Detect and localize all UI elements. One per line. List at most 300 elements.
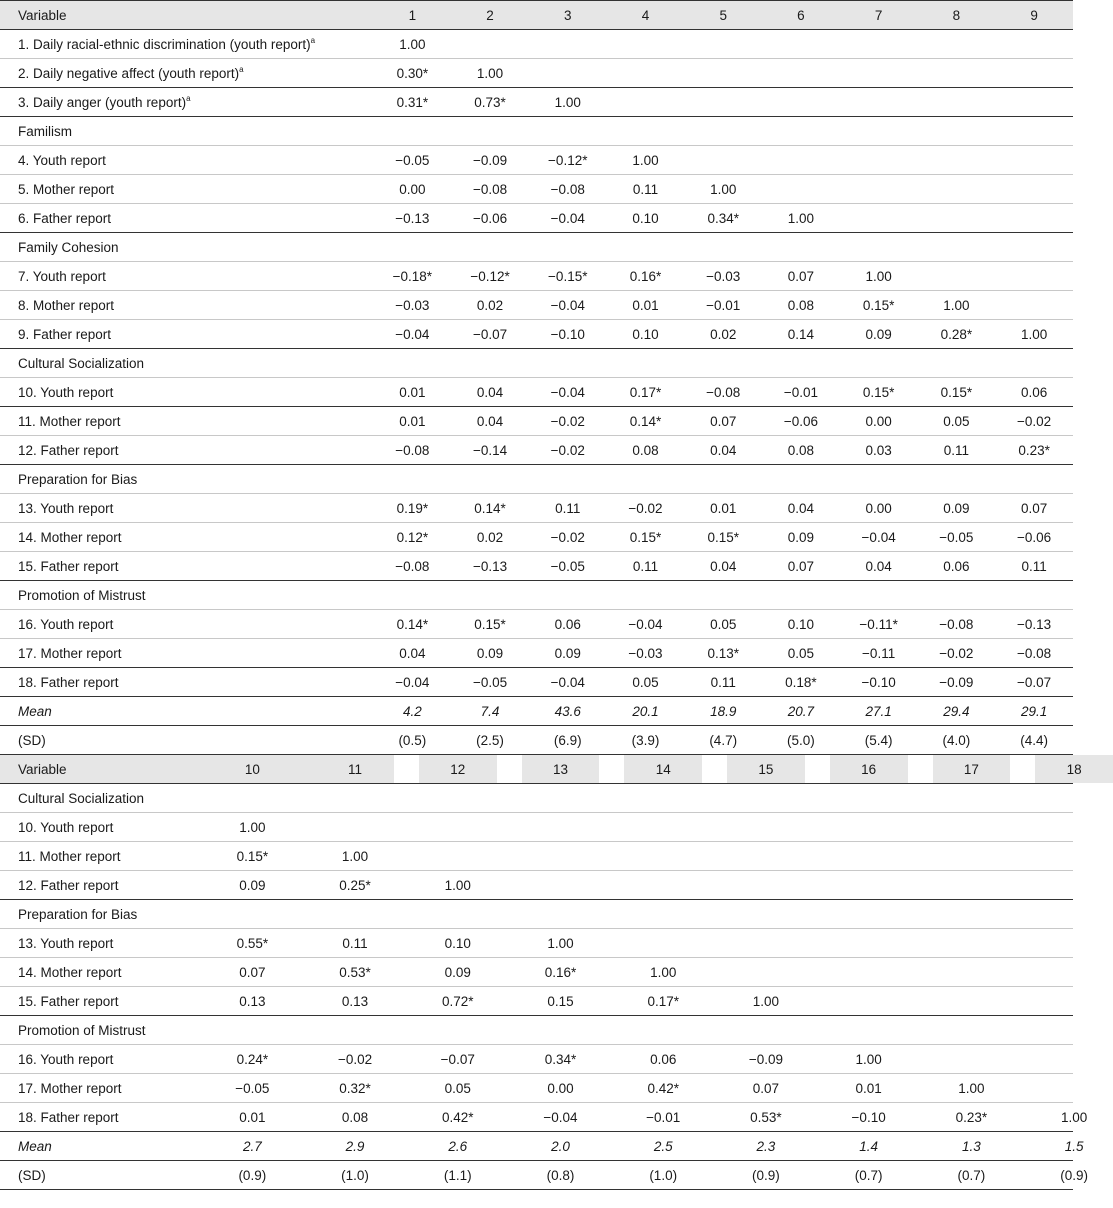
cell-value: 0.15*	[840, 378, 918, 407]
section-label	[0, 581, 1073, 610]
header-col-4: 4	[607, 1, 685, 30]
header-col-16: 16	[830, 755, 908, 784]
cell-value: 0.55*	[213, 929, 291, 958]
cell-value	[762, 59, 840, 88]
cell-value	[727, 842, 805, 871]
row-label-text: 7. Youth report	[18, 268, 106, 284]
cell-value: 0.15*	[840, 291, 918, 320]
row-label-text: 14. Mother report	[18, 964, 122, 980]
cell-value: −0.04	[607, 610, 685, 639]
cell-value	[624, 842, 702, 871]
row-label	[0, 30, 373, 59]
cell-value: −0.04	[840, 523, 918, 552]
cell-value: (5.0)	[762, 726, 840, 755]
cell-value: −0.08	[529, 175, 607, 204]
cell-value	[830, 958, 908, 987]
cell-value: 0.23*	[995, 436, 1073, 465]
table-row	[0, 668, 1073, 697]
row-label-text: 12. Father report	[18, 442, 119, 458]
cell-value	[316, 813, 394, 842]
cell-value: 0.07	[995, 494, 1073, 523]
row-label	[0, 59, 373, 88]
cell-value: 18.9	[684, 697, 762, 726]
section-label	[0, 233, 1073, 262]
section-row	[0, 117, 1073, 146]
cell-value: 1.00	[451, 59, 529, 88]
cell-value: (1.0)	[624, 1161, 702, 1190]
cell-value	[830, 813, 908, 842]
cell-value	[607, 88, 685, 117]
cell-value	[995, 146, 1073, 175]
row-label-text: 16. Youth report	[18, 616, 114, 632]
cell-value: −0.13	[373, 204, 451, 233]
row-label-text: Mean	[18, 1138, 52, 1154]
cell-value: 0.02	[451, 523, 529, 552]
cell-value	[1035, 1045, 1113, 1074]
header-col-13: 13	[522, 755, 600, 784]
cell-value	[522, 871, 600, 900]
cell-value	[1035, 958, 1113, 987]
cell-value: −0.01	[762, 378, 840, 407]
cell-value: (6.9)	[529, 726, 607, 755]
cell-value: 0.25*	[316, 871, 394, 900]
table-row	[0, 204, 1073, 233]
header-col-12: 12	[419, 755, 497, 784]
cell-value	[624, 929, 702, 958]
cell-value: 1.00	[933, 1074, 1011, 1103]
cell-value	[995, 262, 1073, 291]
cell-value	[1035, 1074, 1113, 1103]
cell-value: 20.7	[762, 697, 840, 726]
table-row	[0, 407, 1073, 436]
cell-value: 0.00	[522, 1074, 600, 1103]
table-row	[0, 175, 1073, 204]
cell-value	[684, 59, 762, 88]
cell-value: (2.5)	[451, 726, 529, 755]
cell-value: 0.11	[529, 494, 607, 523]
row-label-text: 18. Father report	[18, 1109, 119, 1125]
row-label-text: Preparation for Bias	[18, 471, 138, 487]
row-label-text: 15. Father report	[18, 558, 119, 574]
cell-value: 0.04	[451, 378, 529, 407]
cell-value: −0.06	[451, 204, 529, 233]
row-label-text: 2. Daily negative affect (youth report)	[18, 65, 240, 81]
cell-value: 0.10	[607, 320, 685, 349]
cell-value: 0.30*	[373, 59, 451, 88]
cell-value: 0.53*	[316, 958, 394, 987]
cell-value: 0.16*	[607, 262, 685, 291]
section-row	[0, 465, 1073, 494]
header-col-18: 18	[1035, 755, 1113, 784]
cell-value: −0.11	[840, 639, 918, 668]
table-row	[0, 842, 1073, 871]
footnote-marker: a	[186, 93, 191, 103]
sd-row	[0, 726, 1073, 755]
cell-value: 0.04	[373, 639, 451, 668]
header-variable: Variable	[0, 1, 373, 30]
cell-value: 0.01	[607, 291, 685, 320]
cell-value: 0.04	[762, 494, 840, 523]
cell-value: 0.24*	[213, 1045, 291, 1074]
cell-value: 29.4	[918, 697, 996, 726]
cell-value: 0.34*	[684, 204, 762, 233]
cell-value: 0.42*	[624, 1074, 702, 1103]
cell-value: 0.06	[624, 1045, 702, 1074]
row-label-text: 4. Youth report	[18, 152, 106, 168]
cell-value: 0.05	[607, 668, 685, 697]
cell-value: 0.32*	[316, 1074, 394, 1103]
row-label-text: 11. Mother report	[18, 848, 121, 864]
row-label	[0, 175, 373, 204]
cell-value: 0.09	[451, 639, 529, 668]
cell-value: 2.9	[316, 1132, 394, 1161]
row-label-text: 15. Father report	[18, 993, 119, 1009]
cell-value: 0.72*	[419, 987, 497, 1016]
cell-value: (0.9)	[1035, 1161, 1113, 1190]
header-col-8: 8	[918, 1, 996, 30]
cell-value: 0.07	[762, 262, 840, 291]
cell-value	[995, 175, 1073, 204]
cell-value	[607, 30, 685, 59]
cell-value: 0.42*	[419, 1103, 497, 1132]
cell-value: 2.6	[419, 1132, 497, 1161]
table-row	[0, 378, 1073, 407]
cell-value	[419, 842, 497, 871]
cell-value	[995, 291, 1073, 320]
cell-value	[762, 146, 840, 175]
cell-value: −0.05	[213, 1074, 291, 1103]
row-label	[0, 262, 373, 291]
cell-value	[830, 929, 908, 958]
cell-value: (3.9)	[607, 726, 685, 755]
cell-value: 0.11	[995, 552, 1073, 581]
row-label	[0, 610, 373, 639]
cell-value: 1.00	[529, 88, 607, 117]
row-label-text: 14. Mother report	[18, 529, 122, 545]
cell-value: 0.15	[522, 987, 600, 1016]
cell-value: 1.00	[373, 30, 451, 59]
cell-value	[840, 59, 918, 88]
row-label-text: 13. Youth report	[18, 935, 114, 951]
section-row	[0, 349, 1073, 378]
table-row	[0, 639, 1073, 668]
row-label-text: 9. Father report	[18, 326, 112, 342]
section-row	[0, 581, 1073, 610]
cell-value: 0.01	[373, 407, 451, 436]
row-label-text: Promotion of Mistrust	[18, 1022, 146, 1038]
cell-value	[727, 958, 805, 987]
cell-value: (1.0)	[316, 1161, 394, 1190]
cell-value	[995, 30, 1073, 59]
table-row	[0, 146, 1073, 175]
cell-value: 0.09	[419, 958, 497, 987]
cell-value: −0.04	[529, 291, 607, 320]
cell-value	[762, 30, 840, 59]
cell-value: 1.00	[830, 1045, 908, 1074]
cell-value: −0.04	[373, 668, 451, 697]
cell-value: −0.06	[995, 523, 1073, 552]
cell-value: 0.17*	[607, 378, 685, 407]
cell-value: 0.04	[840, 552, 918, 581]
cell-value: 0.04	[684, 436, 762, 465]
cell-value: −0.18*	[373, 262, 451, 291]
cell-value: (0.9)	[727, 1161, 805, 1190]
cell-value: −0.04	[522, 1103, 600, 1132]
cell-value: 0.02	[684, 320, 762, 349]
cell-value: 0.04	[684, 552, 762, 581]
cell-value	[607, 59, 685, 88]
table-row	[0, 987, 1073, 1016]
cell-value	[529, 59, 607, 88]
row-label-text: 5. Mother report	[18, 181, 115, 197]
table-header-row	[0, 755, 1073, 784]
cell-value: 1.00	[419, 871, 497, 900]
cell-value	[918, 262, 996, 291]
cell-value: 0.06	[918, 552, 996, 581]
cell-value	[933, 842, 1011, 871]
section-row	[0, 1016, 1073, 1045]
header-col-1: 1	[373, 1, 451, 30]
cell-value: (0.7)	[830, 1161, 908, 1190]
header-col-17: 17	[933, 755, 1011, 784]
cell-value: −0.09	[451, 146, 529, 175]
cell-value: 0.09	[762, 523, 840, 552]
cell-value	[522, 842, 600, 871]
row-label-text: 1. Daily racial-ethnic discrimination (youth report)	[18, 36, 311, 52]
cell-value: −0.04	[529, 204, 607, 233]
mean-row	[0, 697, 1073, 726]
cell-value: −0.12*	[529, 146, 607, 175]
section-row	[0, 233, 1073, 262]
cell-value: 0.08	[762, 436, 840, 465]
cell-value	[933, 871, 1011, 900]
cell-value: 0.11	[607, 175, 685, 204]
cell-value: (0.7)	[933, 1161, 1011, 1190]
section-label	[0, 349, 1073, 378]
cell-value: 27.1	[840, 697, 918, 726]
cell-value: 0.19*	[373, 494, 451, 523]
cell-value: −0.07	[419, 1045, 497, 1074]
row-label-text: 10. Youth report	[18, 819, 114, 835]
cell-value: 0.02	[451, 291, 529, 320]
cell-value	[933, 929, 1011, 958]
cell-value: 0.11	[684, 668, 762, 697]
cell-value: −0.08	[684, 378, 762, 407]
section-label	[0, 1016, 1073, 1045]
cell-value	[624, 813, 702, 842]
cell-value: −0.09	[727, 1045, 805, 1074]
cell-value	[840, 204, 918, 233]
cell-value: 0.13*	[684, 639, 762, 668]
cell-value: 0.09	[213, 871, 291, 900]
header-variable: Variable	[0, 755, 373, 784]
row-label-text: (SD)	[18, 1167, 46, 1183]
cell-value	[830, 842, 908, 871]
cell-value: 0.11	[918, 436, 996, 465]
cell-value: (5.4)	[840, 726, 918, 755]
cell-value: (0.8)	[522, 1161, 600, 1190]
row-label-text: Cultural Socialization	[18, 790, 145, 806]
cell-value: (4.4)	[995, 726, 1073, 755]
cell-value: 1.00	[607, 146, 685, 175]
cell-value: −0.02	[918, 639, 996, 668]
cell-value	[762, 88, 840, 117]
table-row	[0, 30, 1073, 59]
row-label-text: 17. Mother report	[18, 1080, 122, 1096]
cell-value	[1035, 987, 1113, 1016]
row-label-text: 3. Daily anger (youth report)	[18, 94, 187, 110]
cell-value: 1.00	[684, 175, 762, 204]
header-col-2: 2	[451, 1, 529, 30]
cell-value: −0.10	[529, 320, 607, 349]
cell-value	[419, 813, 497, 842]
cell-value: 0.14*	[451, 494, 529, 523]
cell-value: −0.07	[451, 320, 529, 349]
cell-value	[624, 871, 702, 900]
cell-value: −0.09	[918, 668, 996, 697]
cell-value: −0.01	[624, 1103, 702, 1132]
cell-value: 0.07	[213, 958, 291, 987]
cell-value: (0.5)	[373, 726, 451, 755]
cell-value: 4.2	[373, 697, 451, 726]
cell-value: −0.02	[316, 1045, 394, 1074]
cell-value	[918, 175, 996, 204]
footnote-marker: a	[310, 35, 316, 45]
cell-value: 0.14	[762, 320, 840, 349]
cell-value: 29.1	[995, 697, 1073, 726]
cell-value: 2.0	[522, 1132, 600, 1161]
cell-value: 0.13	[316, 987, 394, 1016]
cell-value: 2.7	[213, 1132, 291, 1161]
cell-value: −0.13	[451, 552, 529, 581]
cell-value: −0.10	[830, 1103, 908, 1132]
cell-value: 0.09	[529, 639, 607, 668]
cell-value	[762, 175, 840, 204]
row-label	[0, 639, 373, 668]
cell-value: 1.4	[830, 1132, 908, 1161]
table-row	[0, 929, 1073, 958]
cell-value: −0.08	[995, 639, 1073, 668]
cell-value	[918, 146, 996, 175]
cell-value: −0.11*	[840, 610, 918, 639]
cell-value: 0.01	[830, 1074, 908, 1103]
cell-value: −0.08	[451, 175, 529, 204]
cell-value: 1.00	[316, 842, 394, 871]
section-label	[0, 784, 1073, 813]
table-row	[0, 320, 1073, 349]
cell-value: −0.02	[529, 407, 607, 436]
cell-value: −0.05	[373, 146, 451, 175]
cell-value	[451, 30, 529, 59]
table-row	[0, 436, 1073, 465]
header-col-6: 6	[762, 1, 840, 30]
cell-value	[727, 871, 805, 900]
row-label-text: Cultural Socialization	[18, 355, 145, 371]
cell-value: 1.00	[918, 291, 996, 320]
row-label	[0, 320, 373, 349]
table-row	[0, 552, 1073, 581]
cell-value: 2.5	[624, 1132, 702, 1161]
row-label	[0, 407, 373, 436]
cell-value: 1.5	[1035, 1132, 1113, 1161]
cell-value: 0.06	[529, 610, 607, 639]
cell-value	[918, 204, 996, 233]
cell-value: 0.00	[840, 407, 918, 436]
cell-value: −0.15*	[529, 262, 607, 291]
cell-value	[840, 30, 918, 59]
cell-value	[684, 146, 762, 175]
table-row	[0, 1103, 1073, 1132]
cell-value: −0.10	[840, 668, 918, 697]
cell-value: 0.73*	[451, 88, 529, 117]
cell-value: −0.02	[529, 436, 607, 465]
cell-value	[684, 88, 762, 117]
cell-value: −0.03	[373, 291, 451, 320]
mean-row	[0, 1132, 1073, 1161]
cell-value: (4.0)	[918, 726, 996, 755]
row-label	[0, 378, 373, 407]
cell-value: (0.9)	[213, 1161, 291, 1190]
cell-value: −0.08	[373, 436, 451, 465]
row-label	[0, 697, 373, 726]
cell-value	[933, 958, 1011, 987]
table-row	[0, 610, 1073, 639]
cell-value: 0.07	[762, 552, 840, 581]
row-label	[0, 436, 373, 465]
cell-value: −0.12*	[451, 262, 529, 291]
row-label	[0, 726, 373, 755]
cell-value: 0.14*	[607, 407, 685, 436]
cell-value: 0.05	[762, 639, 840, 668]
table-row	[0, 958, 1073, 987]
cell-value: 0.34*	[522, 1045, 600, 1074]
cell-value: 0.15*	[918, 378, 996, 407]
cell-value: 0.53*	[727, 1103, 805, 1132]
row-label-text: 11. Mother report	[18, 413, 121, 429]
cell-value	[1035, 929, 1113, 958]
cell-value: −0.13	[995, 610, 1073, 639]
row-label-text: Promotion of Mistrust	[18, 587, 146, 603]
cell-value: −0.08	[918, 610, 996, 639]
cell-value: 0.00	[840, 494, 918, 523]
header-col-5: 5	[684, 1, 762, 30]
table-row	[0, 523, 1073, 552]
table-row	[0, 871, 1073, 900]
row-label	[0, 552, 373, 581]
sd-row	[0, 1161, 1073, 1190]
cell-value: 0.08	[316, 1103, 394, 1132]
cell-value: 0.08	[607, 436, 685, 465]
cell-value	[522, 813, 600, 842]
header-col-11: 11	[316, 755, 394, 784]
cell-value: −0.02	[529, 523, 607, 552]
cell-value: 1.00	[995, 320, 1073, 349]
cell-value: (1.1)	[419, 1161, 497, 1190]
cell-value: 0.15*	[607, 523, 685, 552]
row-label-text: Mean	[18, 703, 52, 719]
cell-value: 0.23*	[933, 1103, 1011, 1132]
row-label-text: 8. Mother report	[18, 297, 115, 313]
table-header-row	[0, 1, 1073, 30]
cell-value: 1.00	[727, 987, 805, 1016]
cell-value: 0.11	[607, 552, 685, 581]
cell-value	[727, 813, 805, 842]
cell-value: 0.17*	[624, 987, 702, 1016]
header-col-7: 7	[840, 1, 918, 30]
cell-value	[933, 987, 1011, 1016]
cell-value: 0.05	[918, 407, 996, 436]
row-label	[0, 523, 373, 552]
